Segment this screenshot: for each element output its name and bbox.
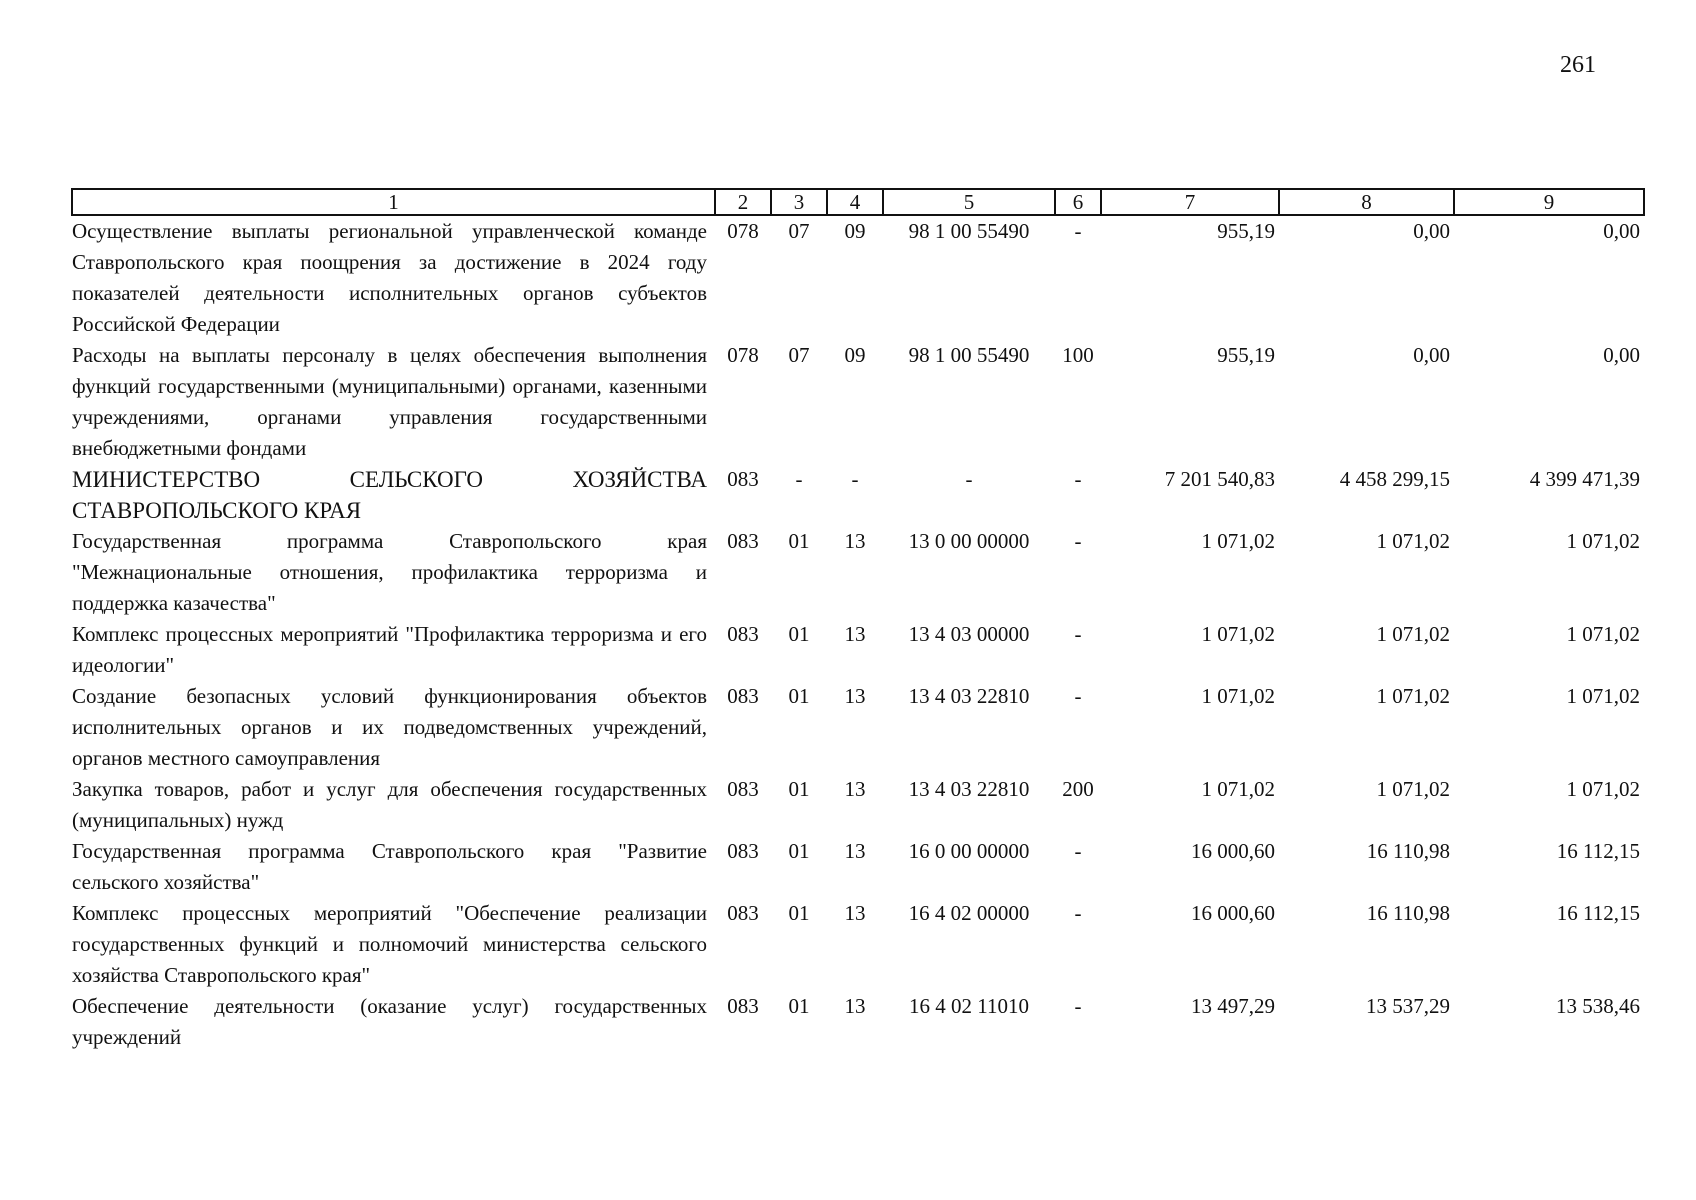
header-cell-6: 6 xyxy=(1055,189,1101,215)
cell-expense-type: 100 xyxy=(1062,343,1094,367)
cell-ministry-code: 078 xyxy=(727,343,759,367)
cell-target-article: 13 4 03 22810 xyxy=(908,684,1030,708)
cell-amount-7: 1 071,02 xyxy=(1201,684,1275,708)
cell-section: 01 xyxy=(788,622,810,646)
cell-expense-type: - xyxy=(1074,994,1082,1018)
table-row xyxy=(72,774,1644,836)
cell-section: 07 xyxy=(788,343,810,367)
cell-expense-type: - xyxy=(1074,839,1082,863)
cell-amount-9: 1 071,02 xyxy=(1566,684,1640,708)
page-number: 261 xyxy=(1560,52,1596,78)
cell-amount-8: 1 071,02 xyxy=(1376,777,1450,801)
cell-amount-7: 13 497,29 xyxy=(1191,994,1275,1018)
cell-section: 01 xyxy=(788,901,810,925)
cell-amount-9: 4 399 471,39 xyxy=(1529,467,1640,491)
cell-section: - xyxy=(795,467,803,491)
row-name: Расходы на выплаты персоналу в целях обеспечения выполнения функций государственными (муниципальными) органами, казенными учреждениями, органами управления государственными внебюджетными фондами xyxy=(72,343,707,460)
cell-amount-9: 13 538,46 xyxy=(1556,994,1640,1018)
cell-subsection: 13 xyxy=(844,994,866,1018)
table-row xyxy=(72,619,1644,681)
cell-section: 01 xyxy=(788,839,810,863)
cell-amount-7: 1 071,02 xyxy=(1201,622,1275,646)
table-row xyxy=(72,526,1644,619)
cell-expense-type: - xyxy=(1074,901,1082,925)
cell-amount-9: 0,00 xyxy=(1603,219,1640,243)
cell-amount-7: 955,19 xyxy=(1217,343,1275,367)
row-name: Создание безопасных условий функционирования объектов исполнительных органов и их подведомственных учреждений, органов местного самоуправления xyxy=(72,684,707,770)
cell-subsection: 13 xyxy=(844,777,866,801)
table-row xyxy=(72,836,1644,898)
header-cell-8: 8 xyxy=(1279,189,1454,215)
cell-target-article: 98 1 00 55490 xyxy=(908,343,1030,367)
cell-ministry-code: 083 xyxy=(727,901,759,925)
table-row xyxy=(72,340,1644,464)
cell-amount-8: 1 071,02 xyxy=(1376,529,1450,553)
cell-amount-8: 16 110,98 xyxy=(1366,839,1450,863)
row-name: Комплекс процессных мероприятий "Профилактика терроризма и его идеологии" xyxy=(72,622,707,677)
cell-amount-9: 1 071,02 xyxy=(1566,777,1640,801)
cell-amount-8: 1 071,02 xyxy=(1376,622,1450,646)
cell-ministry-code: 083 xyxy=(727,622,759,646)
row-name: Комплекс процессных мероприятий "Обеспечение реализации государственных функций и полномочий министерства сельского хозяйства Ставропольского края" xyxy=(72,901,707,987)
cell-expense-type: - xyxy=(1074,684,1082,708)
cell-subsection: 09 xyxy=(844,219,866,243)
cell-amount-7: 955,19 xyxy=(1217,219,1275,243)
header-cell-2: 2 xyxy=(715,189,771,215)
row-name: Осуществление выплаты региональной управленческой команде Ставропольского края поощрения за достижение в 2024 году показателей деятельности исполнительных органов субъектов Российской Федерации xyxy=(72,219,707,336)
cell-amount-9: 1 071,02 xyxy=(1566,622,1640,646)
cell-target-article: 16 4 02 00000 xyxy=(908,901,1030,925)
header-cell-5: 5 xyxy=(883,189,1055,215)
cell-ministry-code: 083 xyxy=(727,777,759,801)
cell-target-article: 13 4 03 22810 xyxy=(908,777,1030,801)
row-name: Государственная программа Ставропольского края "Межнациональные отношения, профилактика терроризма и поддержка казачества" xyxy=(72,529,707,615)
row-name: Обеспечение деятельности (оказание услуг) государственных учреждений xyxy=(72,994,707,1049)
cell-target-article: - xyxy=(965,467,973,491)
cell-expense-type: - xyxy=(1074,529,1082,553)
cell-amount-8: 0,00 xyxy=(1413,219,1450,243)
cell-section: 07 xyxy=(788,219,810,243)
cell-subsection: 13 xyxy=(844,839,866,863)
table-header xyxy=(72,189,1644,215)
cell-amount-7: 16 000,60 xyxy=(1191,839,1275,863)
cell-section: 01 xyxy=(788,994,810,1018)
cell-subsection: 13 xyxy=(844,529,866,553)
header-cell-7: 7 xyxy=(1101,189,1279,215)
table-row xyxy=(72,215,1644,340)
table-row xyxy=(72,991,1644,1053)
cell-amount-9: 16 112,15 xyxy=(1556,901,1640,925)
cell-amount-8: 1 071,02 xyxy=(1376,684,1450,708)
cell-ministry-code: 083 xyxy=(727,839,759,863)
cell-ministry-code: 078 xyxy=(727,219,759,243)
cell-section: 01 xyxy=(788,529,810,553)
header-cell-9: 9 xyxy=(1454,189,1644,215)
header-row xyxy=(72,189,1644,215)
cell-section: 01 xyxy=(788,777,810,801)
cell-expense-type: - xyxy=(1074,622,1082,646)
cell-expense-type: 200 xyxy=(1062,777,1094,801)
cell-ministry-code: 083 xyxy=(727,684,759,708)
cell-subsection: 13 xyxy=(844,901,866,925)
cell-section: 01 xyxy=(788,684,810,708)
cell-target-article: 16 0 00 00000 xyxy=(908,839,1030,863)
cell-amount-8: 13 537,29 xyxy=(1366,994,1450,1018)
cell-subsection: - xyxy=(851,467,859,491)
cell-amount-9: 0,00 xyxy=(1603,343,1640,367)
table-body xyxy=(72,215,1644,1053)
cell-amount-8: 16 110,98 xyxy=(1366,901,1450,925)
header-cell-3: 3 xyxy=(771,189,827,215)
row-name: Закупка товаров, работ и услуг для обеспечения государственных (муниципальных) нужд xyxy=(72,777,707,832)
cell-amount-7: 7 201 540,83 xyxy=(1164,467,1275,491)
table-row xyxy=(72,681,1644,774)
header-cell-1: 1 xyxy=(72,189,715,215)
table-row xyxy=(72,464,1644,526)
header-cell-4: 4 xyxy=(827,189,883,215)
row-name: Государственная программа Ставропольского края "Развитие сельского хозяйства" xyxy=(72,839,707,894)
table-row xyxy=(72,898,1644,991)
cell-ministry-code: 083 xyxy=(727,467,759,491)
cell-target-article: 16 4 02 11010 xyxy=(909,994,1029,1018)
cell-expense-type: - xyxy=(1074,467,1082,491)
cell-target-article: 13 4 03 00000 xyxy=(908,622,1030,646)
cell-amount-9: 16 112,15 xyxy=(1556,839,1640,863)
cell-amount-7: 1 071,02 xyxy=(1201,529,1275,553)
cell-amount-9: 1 071,02 xyxy=(1566,529,1640,553)
cell-subsection: 13 xyxy=(844,684,866,708)
cell-amount-8: 0,00 xyxy=(1413,343,1450,367)
cell-amount-8: 4 458 299,15 xyxy=(1339,467,1450,491)
cell-ministry-code: 083 xyxy=(727,529,759,553)
cell-amount-7: 1 071,02 xyxy=(1201,777,1275,801)
cell-target-article: 98 1 00 55490 xyxy=(908,219,1030,243)
cell-expense-type: - xyxy=(1074,219,1082,243)
cell-ministry-code: 083 xyxy=(727,994,759,1018)
budget-table xyxy=(71,188,1645,1053)
row-name: МИНИСТЕРСТВО СЕЛЬСКОГО ХОЗЯЙСТВА СТАВРОПОЛЬСКОГО КРАЯ xyxy=(72,467,707,523)
cell-subsection: 09 xyxy=(844,343,866,367)
cell-amount-7: 16 000,60 xyxy=(1191,901,1275,925)
cell-subsection: 13 xyxy=(844,622,866,646)
cell-target-article: 13 0 00 00000 xyxy=(908,529,1030,553)
